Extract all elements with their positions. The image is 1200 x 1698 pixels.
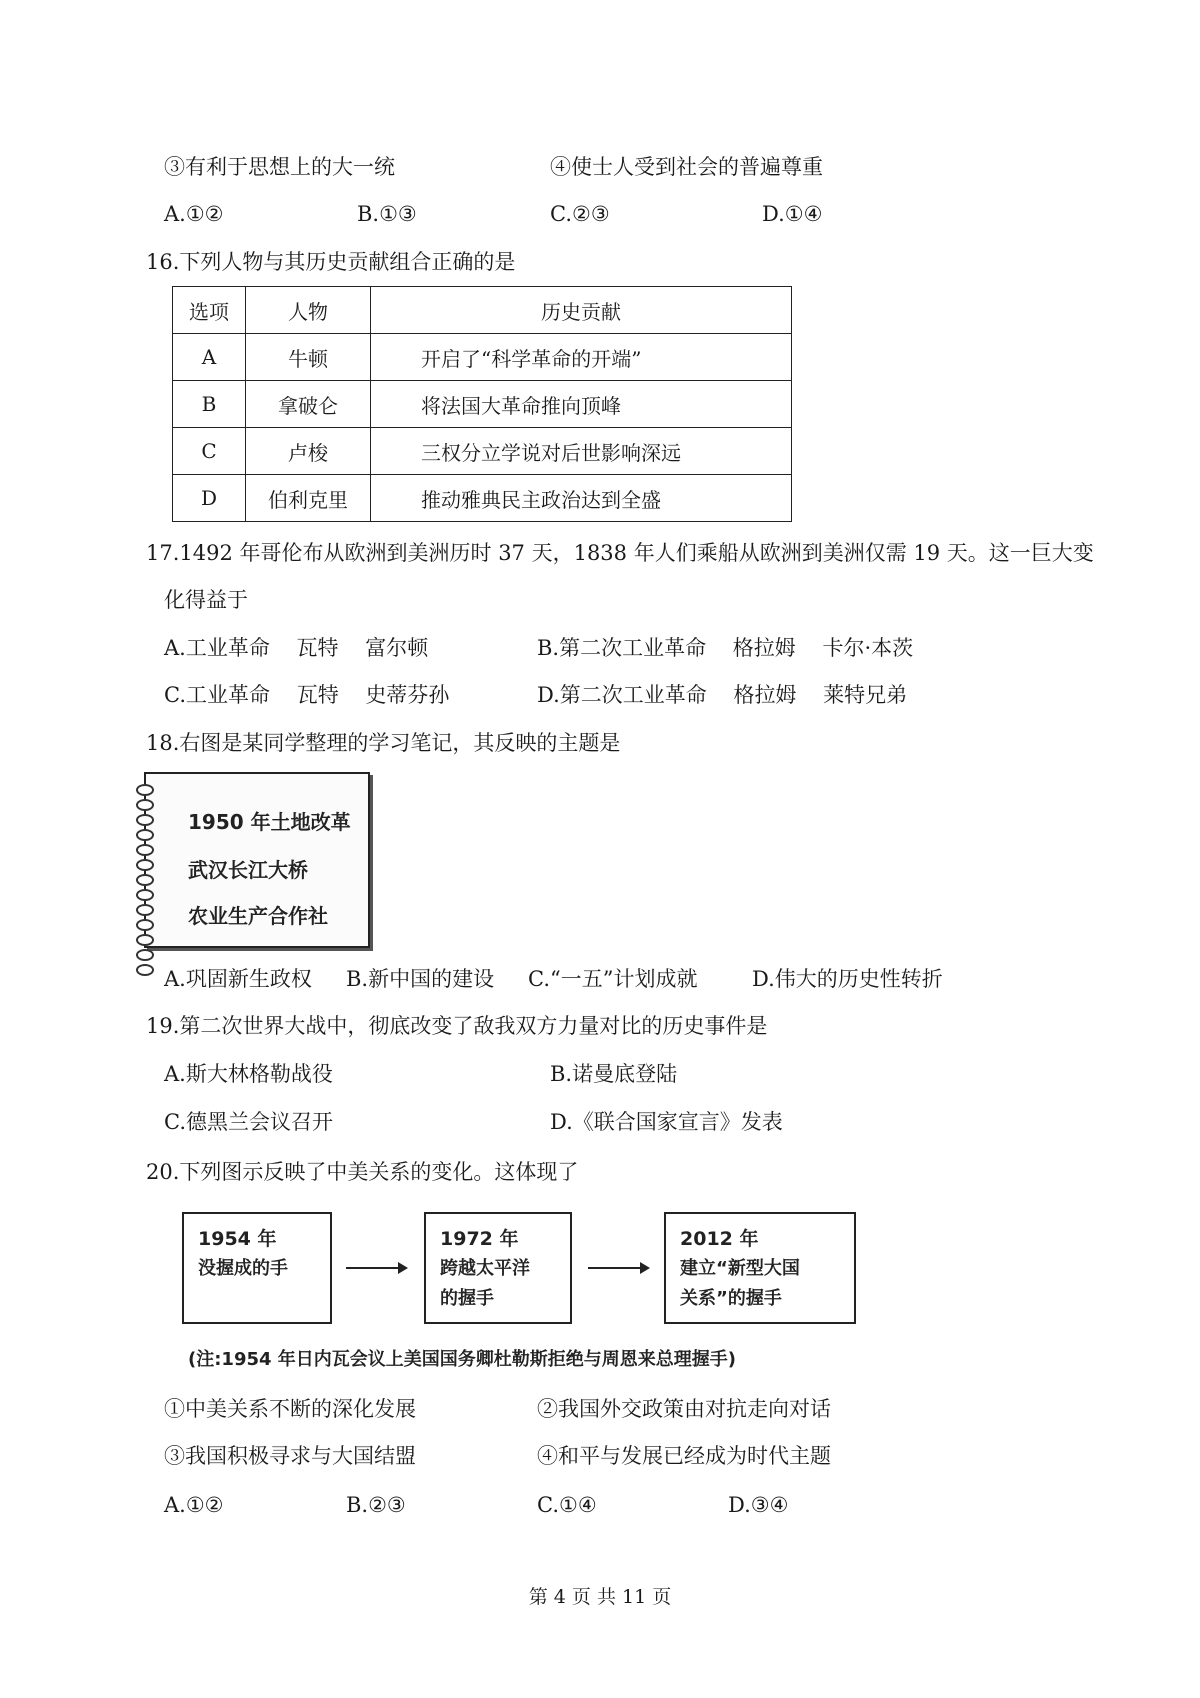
table-header-row <box>173 287 792 334</box>
table-row <box>173 334 792 381</box>
page-number: 第 4 页 共 11 页 <box>528 1586 672 1608</box>
q17-option-c: C.工业革命 瓦特 史蒂芬孙 <box>164 683 450 707</box>
q16-table <box>172 286 792 522</box>
q17-option-d: D.第二次工业革命 格拉姆 莱特兄弟 <box>537 683 908 707</box>
table-cell: A <box>173 334 246 381</box>
q18-option-b: B.新中国的建设 <box>346 967 495 991</box>
table-header: 选项 <box>173 287 246 334</box>
q17-option-a: A.工业革命 瓦特 富尔顿 <box>164 636 429 660</box>
table-cell: B <box>173 381 246 428</box>
arrow-right-icon <box>346 1267 406 1269</box>
table-cell: C <box>173 428 246 475</box>
timeline-box-1972 <box>424 1212 572 1324</box>
q20-option-d: D.③④ <box>728 1493 789 1517</box>
q20-question: 20.下列图示反映了中美关系的变化。这体现了 <box>146 1160 579 1184</box>
diagram-note: (注:1954 年日内瓦会议上美国国务卿杜勒斯拒绝与周恩来总理握手) <box>188 1349 737 1370</box>
note-entry: 武汉长江大桥 <box>188 858 308 882</box>
table-cell: 将法国大革命推向顶峰 <box>371 381 792 428</box>
timeline-year: 2012 年 <box>680 1228 759 1250</box>
q15-option-c: C.②③ <box>550 202 610 226</box>
timeline-text-line: 跨越太平洋 <box>440 1258 530 1279</box>
study-notebook-illustration <box>144 772 370 948</box>
q15-statement-3: ③有利于思想上的大一统 <box>164 155 395 179</box>
q15-option-b: B.①③ <box>357 202 417 226</box>
timeline-text <box>440 1254 530 1314</box>
table-cell: D <box>173 475 246 522</box>
table-cell: 开启了“科学革命的开端” <box>371 334 792 381</box>
note-entry: 1950 年土地改革 <box>188 810 351 834</box>
q18-option-a: A.巩固新生政权 <box>164 967 312 991</box>
table-cell: 拿破仑 <box>246 381 371 428</box>
table-cell: 卢梭 <box>246 428 371 475</box>
q15-option-d: D.①④ <box>762 202 823 226</box>
q19-option-c: C.德黑兰会议召开 <box>164 1110 333 1134</box>
q15-option-a: A.①② <box>164 202 224 226</box>
timeline-text <box>680 1254 800 1314</box>
q17-question-line1: 17.1492 年哥伦布从欧洲到美洲历时 37 天，1838 年人们乘船从欧洲到美洲仅需 19 天。这一巨大变 <box>146 541 1094 565</box>
note-entry: 农业生产合作社 <box>188 904 328 928</box>
q20-option-b: B.②③ <box>346 1493 406 1517</box>
table-header: 人物 <box>246 287 371 334</box>
q17-question-line2: 化得益于 <box>164 588 248 612</box>
q18-option-c: C.“一五”计划成就 <box>528 967 698 991</box>
timeline-text-line: 的握手 <box>440 1288 494 1309</box>
q17-option-b: B.第二次工业革命 格拉姆 卡尔·本茨 <box>537 636 914 660</box>
q20-statement-4: ④和平与发展已经成为时代主题 <box>537 1444 831 1468</box>
arrow-right-icon <box>588 1267 648 1269</box>
table-cell: 推动雅典民主政治达到全盛 <box>371 475 792 522</box>
timeline-box-2012 <box>664 1212 856 1324</box>
timeline-year: 1954 年 <box>198 1228 277 1250</box>
q20-option-a: A.①② <box>164 1493 224 1517</box>
q18-option-d: D.伟大的历史性转折 <box>752 967 943 991</box>
table-row <box>173 428 792 475</box>
table-row <box>173 475 792 522</box>
q15-statement-4: ④使士人受到社会的普遍尊重 <box>550 155 823 179</box>
timeline-text-line: 关系”的握手 <box>680 1288 782 1309</box>
table-cell: 三权分立学说对后世影响深远 <box>371 428 792 475</box>
q19-question: 19.第二次世界大战中，彻底改变了敌我双方力量对比的历史事件是 <box>146 1014 768 1038</box>
q18-question: 18.右图是某同学整理的学习笔记，其反映的主题是 <box>146 731 621 755</box>
q20-statement-3: ③我国积极寻求与大国结盟 <box>164 1444 416 1468</box>
timeline-text: 没握成的手 <box>198 1258 288 1279</box>
q20-statement-1: ①中美关系不断的深化发展 <box>164 1397 416 1421</box>
table-row <box>173 381 792 428</box>
table-cell: 牛顿 <box>246 334 371 381</box>
table-header: 历史贡献 <box>371 287 792 334</box>
timeline-year: 1972 年 <box>440 1228 519 1250</box>
q19-option-d: D.《联合国家宣言》发表 <box>550 1110 783 1134</box>
q16-question: 16.下列人物与其历史贡献组合正确的是 <box>146 250 516 274</box>
q19-option-a: A.斯大林格勒战役 <box>164 1062 333 1086</box>
timeline-text-line: 建立“新型大国 <box>680 1258 800 1279</box>
timeline-box-1954 <box>182 1212 332 1324</box>
q19-option-b: B.诺曼底登陆 <box>550 1062 678 1086</box>
notebook-rings <box>136 784 156 979</box>
q20-option-c: C.①④ <box>537 1493 597 1517</box>
table-cell: 伯利克里 <box>246 475 371 522</box>
q20-statement-2: ②我国外交政策由对抗走向对话 <box>537 1397 831 1421</box>
